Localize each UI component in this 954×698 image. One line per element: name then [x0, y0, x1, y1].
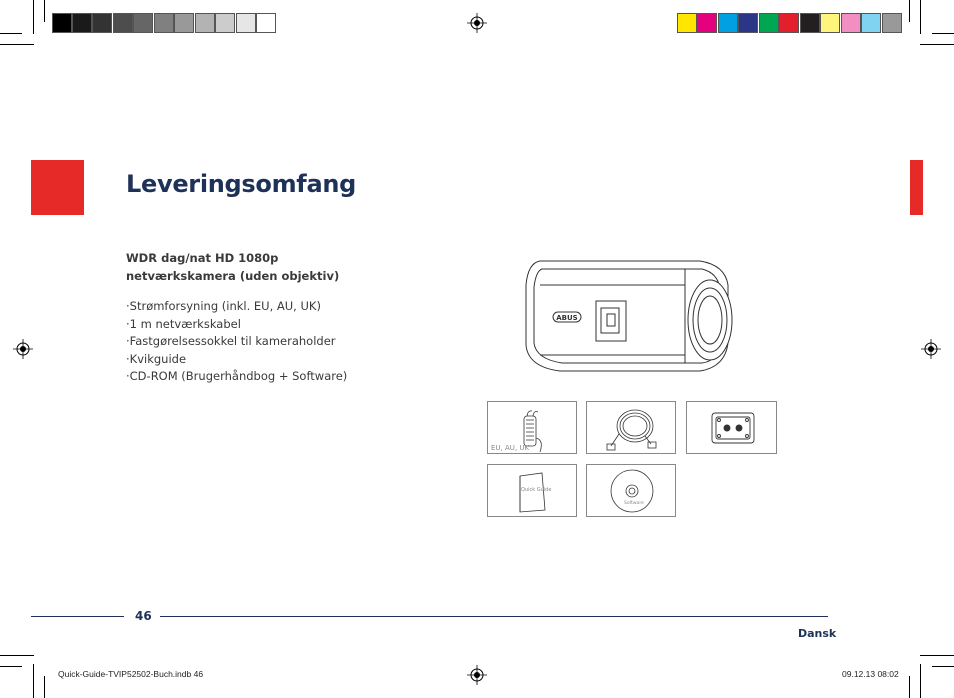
slug-timestamp: 09.12.13 08:02 — [842, 669, 899, 679]
list-item: · Fastgørelsessokkel til kameraholder — [126, 333, 347, 351]
mounting-base-box — [686, 401, 777, 454]
registration-mark-right — [921, 339, 941, 359]
page-title: Leveringsomfang — [126, 170, 357, 198]
network-cable-box — [586, 401, 676, 454]
contents-list — [126, 298, 347, 386]
cd-rom-box — [586, 464, 676, 517]
list-item: · CD-ROM (Brugerhåndbog + Software) — [126, 368, 347, 386]
power-supply-box — [487, 401, 577, 454]
quick-guide-label: Quick Guide — [521, 487, 552, 493]
quick-guide-box — [487, 464, 577, 517]
product-name-line1: WDR dag/nat HD 1080p — [126, 251, 279, 265]
red-edge-tab — [910, 160, 923, 215]
mounting-base-icon — [709, 410, 757, 446]
red-accent-block — [31, 160, 84, 215]
camera-illustration — [520, 255, 740, 377]
cd-rom-icon — [609, 468, 655, 514]
footer-rule — [160, 616, 828, 617]
page-number: 46 — [135, 609, 152, 623]
registration-mark-left — [13, 339, 33, 359]
product-name — [126, 249, 339, 285]
camera-brand-logo: ABUS — [556, 314, 578, 322]
network-cable-icon — [605, 406, 659, 452]
list-item: · 1 m netværkskabel — [126, 316, 347, 334]
slug-file: Quick-Guide-TVIP52502-Buch.indb 46 — [58, 669, 204, 679]
list-item: · Kvikguide — [126, 351, 347, 369]
language-label: Dansk — [798, 627, 837, 640]
registration-mark-bottom — [467, 665, 487, 685]
product-name-line2: netværkskamera (uden objektiv) — [126, 269, 340, 283]
registration-mark-top — [467, 13, 487, 33]
cd-rom-label: Software — [624, 501, 644, 506]
footer-rule — [31, 616, 124, 617]
list-item: · Strømforsyning (inkl. EU, AU, UK) — [126, 298, 347, 316]
power-supply-label: EU, AU, UK — [491, 444, 530, 452]
